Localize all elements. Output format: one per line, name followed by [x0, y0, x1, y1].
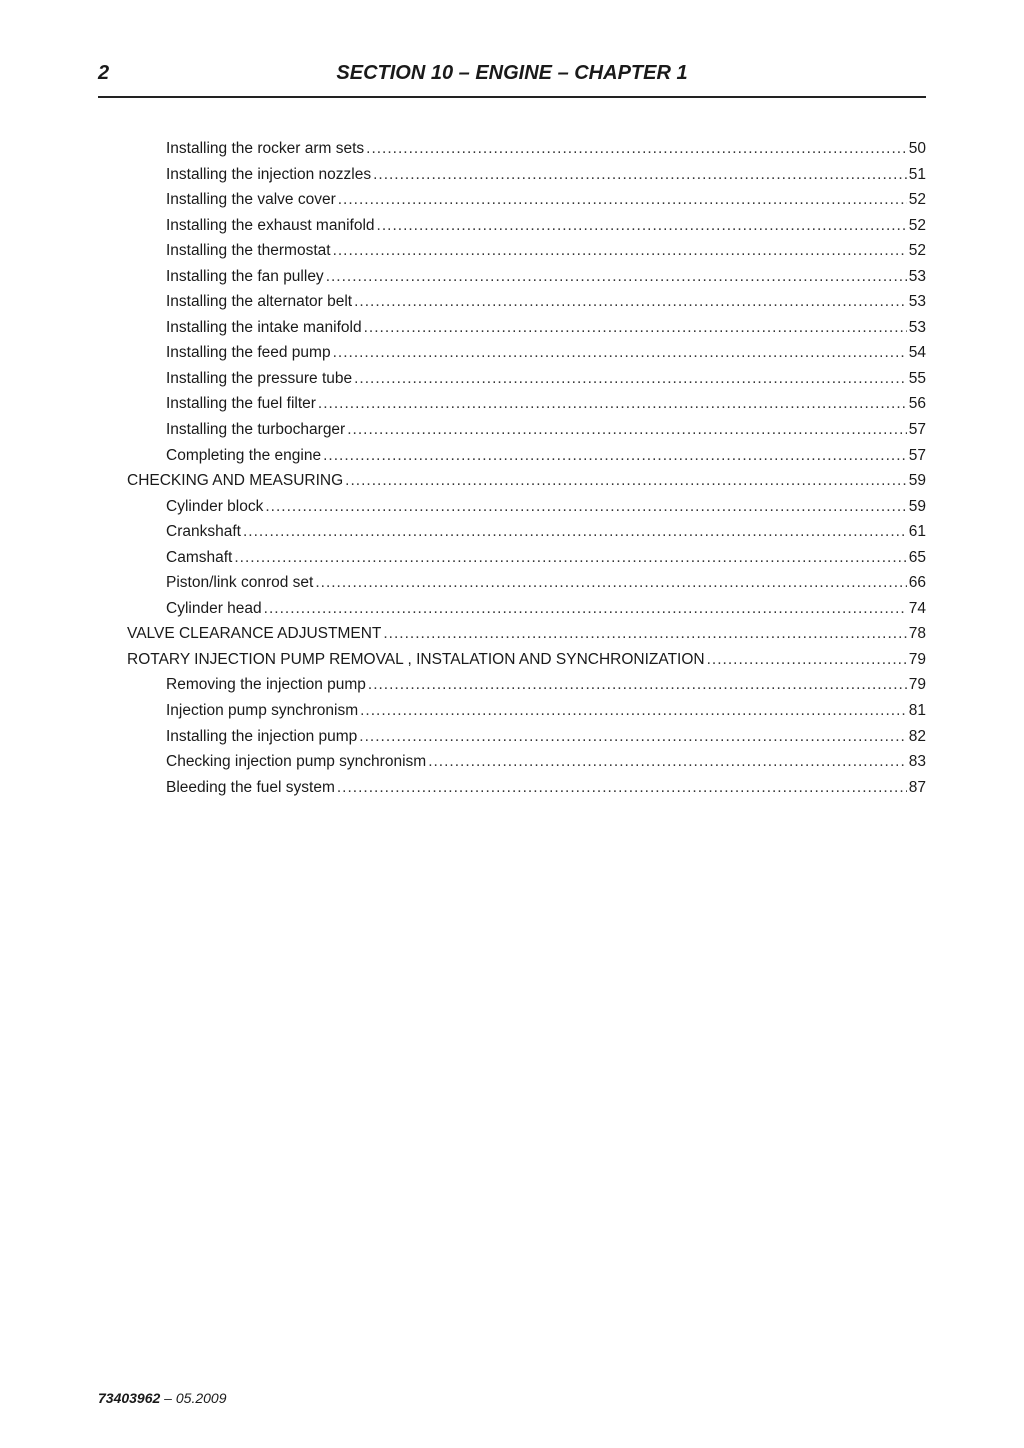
toc-entry[interactable] [98, 574, 926, 600]
toc-entry-page: 61 [908, 523, 926, 541]
toc-entry[interactable] [98, 447, 926, 473]
toc-entry-page: 51 [908, 165, 926, 183]
page-number: 2 [98, 62, 110, 84]
dot-leader [347, 421, 907, 439]
toc-entry[interactable] [98, 779, 926, 805]
toc-entry[interactable] [98, 600, 926, 626]
toc-entry-page: 55 [908, 369, 926, 387]
toc-entry-page: 52 [908, 216, 926, 234]
toc-entry-page: 57 [908, 446, 926, 464]
toc-entry-page: 52 [908, 191, 926, 209]
toc-entry-title: Installing the fuel filter [166, 395, 316, 413]
toc-entry-page: 53 [908, 318, 926, 336]
toc-entry[interactable] [98, 293, 926, 319]
toc-entry-page: 79 [908, 650, 926, 668]
dot-leader [318, 395, 907, 413]
toc-entry-title: Installing the injection pump [166, 727, 358, 745]
dot-leader [428, 753, 907, 771]
toc-entry[interactable] [98, 651, 926, 677]
toc-entry-page: 54 [908, 344, 926, 362]
document-date: 05.2009 [175, 1390, 227, 1406]
toc-entry[interactable] [98, 319, 926, 345]
toc-entry[interactable] [98, 702, 926, 728]
dot-leader [315, 574, 906, 592]
toc-entry-title: Installing the valve cover [166, 191, 336, 209]
dot-leader [264, 600, 907, 618]
dot-leader [354, 370, 907, 388]
toc-entry-page: 53 [908, 293, 926, 311]
toc-entry-title: Camshaft [166, 548, 233, 566]
page-footer [98, 1390, 226, 1406]
dot-leader [377, 217, 907, 235]
toc-entry-page: 87 [908, 778, 926, 796]
dot-leader [359, 728, 906, 746]
dot-leader [354, 293, 907, 311]
dot-leader [345, 472, 907, 490]
toc-entry[interactable] [98, 140, 926, 166]
page-header [98, 62, 926, 98]
dot-leader [265, 498, 906, 516]
toc-entry-page: 83 [908, 753, 926, 771]
toc-entry[interactable] [98, 498, 926, 524]
dot-leader [338, 191, 907, 209]
toc-entry[interactable] [98, 217, 926, 243]
toc-entry-page: 66 [908, 574, 926, 592]
dot-leader [707, 651, 907, 669]
toc-entry-title: CHECKING AND MEASURING [127, 472, 344, 490]
dot-leader [364, 319, 907, 337]
table-of-contents [98, 140, 926, 804]
toc-entry[interactable] [98, 523, 926, 549]
toc-entry-title: Crankshaft [166, 523, 241, 541]
toc-entry-title: Installing the thermostat [166, 242, 331, 260]
toc-entry-page: 53 [908, 267, 926, 285]
toc-entry-title: Injection pump synchronism [166, 702, 359, 720]
dot-leader [333, 242, 907, 260]
toc-entry-title: Installing the intake manifold [166, 318, 362, 336]
toc-entry[interactable] [98, 370, 926, 396]
toc-entry-page: 82 [908, 727, 926, 745]
toc-entry-title: Checking injection pump synchronism [166, 753, 427, 771]
toc-entry[interactable] [98, 625, 926, 651]
toc-entry-page: 57 [908, 421, 926, 439]
toc-entry[interactable] [98, 242, 926, 268]
toc-entry-title: Bleeding the fuel system [166, 778, 335, 796]
toc-entry-page: 50 [908, 140, 926, 157]
toc-entry-page: 79 [908, 676, 926, 694]
toc-entry-page: 74 [908, 599, 926, 617]
toc-entry-page: 81 [908, 702, 926, 720]
toc-entry-title: Piston/link conrod set [166, 574, 314, 592]
toc-entry-title: Removing the injection pump [166, 676, 366, 694]
toc-entry[interactable] [98, 472, 926, 498]
toc-entry[interactable] [98, 191, 926, 217]
toc-entry-title: Installing the alternator belt [166, 293, 353, 311]
toc-entry[interactable] [98, 728, 926, 754]
toc-entry-page: 59 [908, 472, 926, 490]
dot-leader [323, 447, 907, 465]
toc-entry-title: Installing the pressure tube [166, 369, 353, 387]
dot-leader [326, 268, 907, 286]
dot-leader [337, 779, 907, 797]
toc-entry-title: Installing the turbocharger [166, 421, 346, 439]
footer-separator: – [160, 1390, 176, 1406]
toc-entry-title: Completing the engine [166, 446, 322, 464]
dot-leader [383, 625, 906, 643]
toc-entry[interactable] [98, 344, 926, 370]
toc-entry-title: Installing the rocker arm sets [166, 140, 365, 157]
toc-entry-title: ROTARY INJECTION PUMP REMOVAL , INSTALATION AND SYNCHRONIZATION [127, 650, 705, 668]
toc-entry-title: Installing the exhaust manifold [166, 216, 375, 234]
document-number: 73403962 [98, 1390, 161, 1406]
dot-leader [243, 523, 907, 541]
toc-entry-title: Installing the feed pump [166, 344, 331, 362]
toc-entry[interactable] [98, 421, 926, 447]
toc-entry-title: Installing the injection nozzles [166, 165, 372, 183]
dot-leader [373, 166, 907, 184]
toc-entry-title: Cylinder block [166, 497, 264, 515]
dot-leader [366, 140, 907, 158]
toc-entry[interactable] [98, 268, 926, 294]
dot-leader [333, 344, 907, 362]
toc-entry[interactable] [98, 753, 926, 779]
toc-entry-title: Installing the fan pulley [166, 267, 324, 285]
toc-entry[interactable] [98, 166, 926, 192]
toc-entry-page: 78 [908, 625, 926, 643]
toc-entry-title: VALVE CLEARANCE ADJUSTMENT [127, 625, 382, 643]
toc-entry-page: 56 [908, 395, 926, 413]
toc-entry-page: 59 [908, 497, 926, 515]
dot-leader [368, 676, 907, 694]
dot-leader [360, 702, 907, 720]
toc-entry-title: Cylinder head [166, 599, 262, 617]
toc-entry[interactable] [98, 676, 926, 702]
toc-entry-page: 52 [908, 242, 926, 260]
toc-entry[interactable] [98, 549, 926, 575]
dot-leader [234, 549, 906, 567]
section-title: SECTION 10 – ENGINE – CHAPTER 1 [336, 62, 688, 84]
toc-entry[interactable] [98, 395, 926, 421]
toc-entry-page: 65 [908, 548, 926, 566]
